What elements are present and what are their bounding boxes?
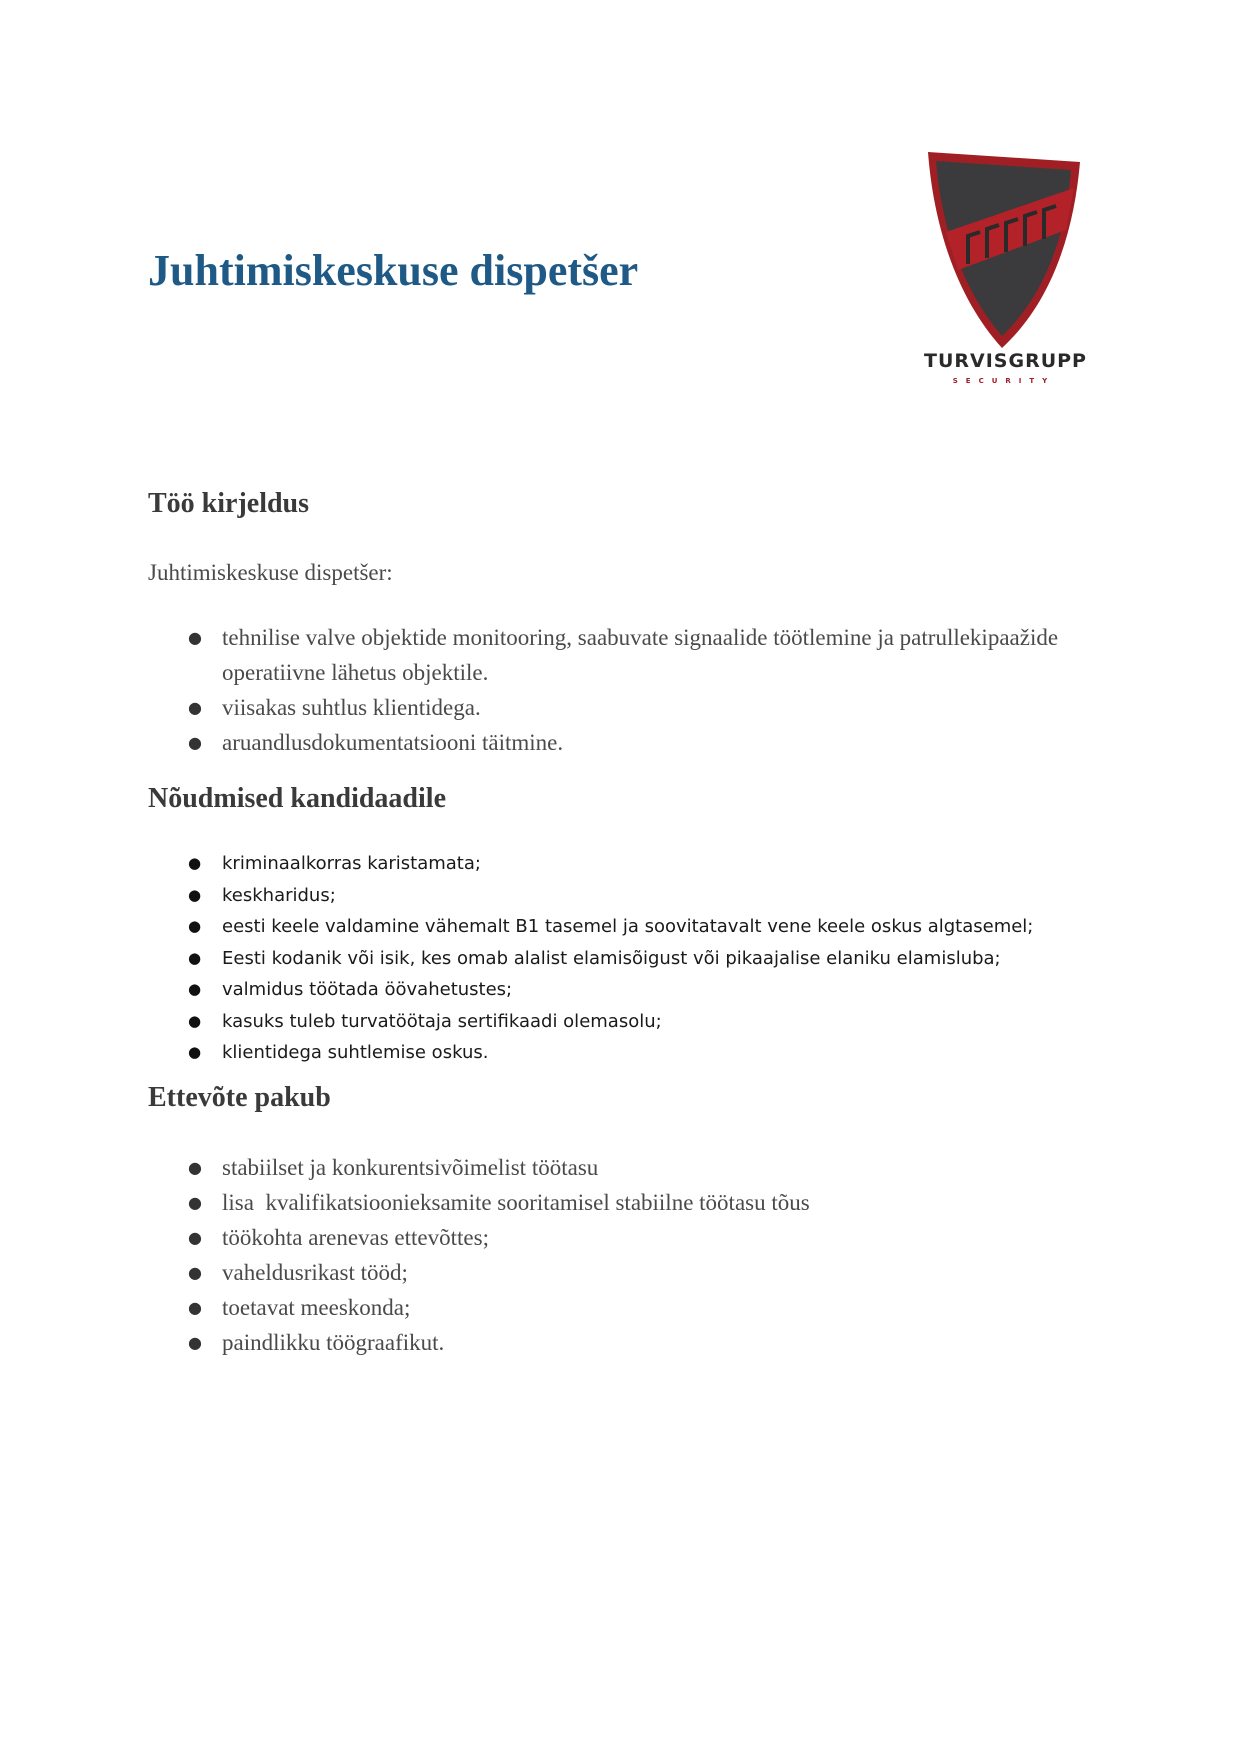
company-logo <box>924 152 1087 392</box>
list-item: ● kriminaalkorras karistamata; <box>148 848 1088 880</box>
list-item: ● tehnilise valve objektide monitooring, saabuvate signaalide töötlemine ja patrullekipaažide operatiivne lähetus objektile. <box>148 620 1088 690</box>
bullet-icon: ● <box>188 1333 202 1352</box>
offer-list <box>148 1150 1088 1360</box>
list-item: ● lisa kvalifikatsioonieksamite sooritamisel stabiilne töötasu tõus <box>148 1185 1088 1220</box>
requirements-list <box>148 848 1088 1069</box>
bullet-icon: ● <box>188 885 202 904</box>
list-item: ● toetavat meeskonda; <box>148 1290 1088 1325</box>
list-item: ● kasuks tuleb turvatöötaja sertifikaadi olemasolu; <box>148 1006 1088 1038</box>
list-item: ● Eesti kodanik või isik, kes omab alalist elamisõigust või pikaajalise elaniku elamisluba; <box>148 943 1088 975</box>
bullet-icon: ● <box>188 733 202 752</box>
list-item: ● valmidus töötada öövahetustes; <box>148 974 1088 1006</box>
bullet-icon: ● <box>188 980 202 998</box>
heading-requirements: Nõudmised kandidaadile <box>148 783 446 814</box>
page-title: Juhtimiskeskuse dispetšer <box>148 246 639 295</box>
list-item: ● vaheldusrikast tööd; <box>148 1255 1088 1290</box>
list-item: ● eesti keele valdamine vähemalt B1 tasemel ja soovitatavalt vene keele oskus algtasemel; <box>148 911 1088 943</box>
bullet-icon: ● <box>188 698 202 717</box>
intro-text: Juhtimiskeskuse dispetšer: <box>148 560 393 585</box>
description-list <box>148 620 1088 760</box>
bullet-icon: ● <box>188 948 202 967</box>
bullet-icon: ● <box>188 854 202 872</box>
list-item: ● stabiilset ja konkurentsivõimelist töötasu <box>148 1150 1088 1185</box>
bullet-icon: ● <box>188 1158 202 1177</box>
bullet-icon: ● <box>188 917 202 935</box>
list-item: ● töökohta arenevas ettevõttes; <box>148 1220 1088 1255</box>
heading-company-offers: Ettevõte pakub <box>148 1082 331 1113</box>
bullet-icon: ● <box>188 1043 202 1061</box>
list-item: ● paindlikku töögraafikut. <box>148 1325 1088 1360</box>
bullet-icon: ● <box>188 628 202 647</box>
list-item: ● viisakas suhtlus klientidega. <box>148 690 1088 725</box>
logo-wordmark: TURVISGRUPP <box>924 350 1087 372</box>
bullet-icon: ● <box>188 1228 202 1247</box>
heading-job-description: Töö kirjeldus <box>148 488 310 519</box>
list-item: ● klientidega suhtlemise oskus. <box>148 1037 1088 1069</box>
bullet-icon: ● <box>188 1298 202 1317</box>
bullet-icon: ● <box>188 1263 202 1282</box>
logo-subtitle: SECURITY <box>952 377 1056 385</box>
shield-logo-icon <box>924 152 1084 350</box>
bullet-icon: ● <box>188 1011 202 1030</box>
bullet-icon: ● <box>188 1193 202 1212</box>
list-item: ● keskharidus; <box>148 880 1088 912</box>
list-item: ● aruandlusdokumentatsiooni täitmine. <box>148 725 1088 760</box>
